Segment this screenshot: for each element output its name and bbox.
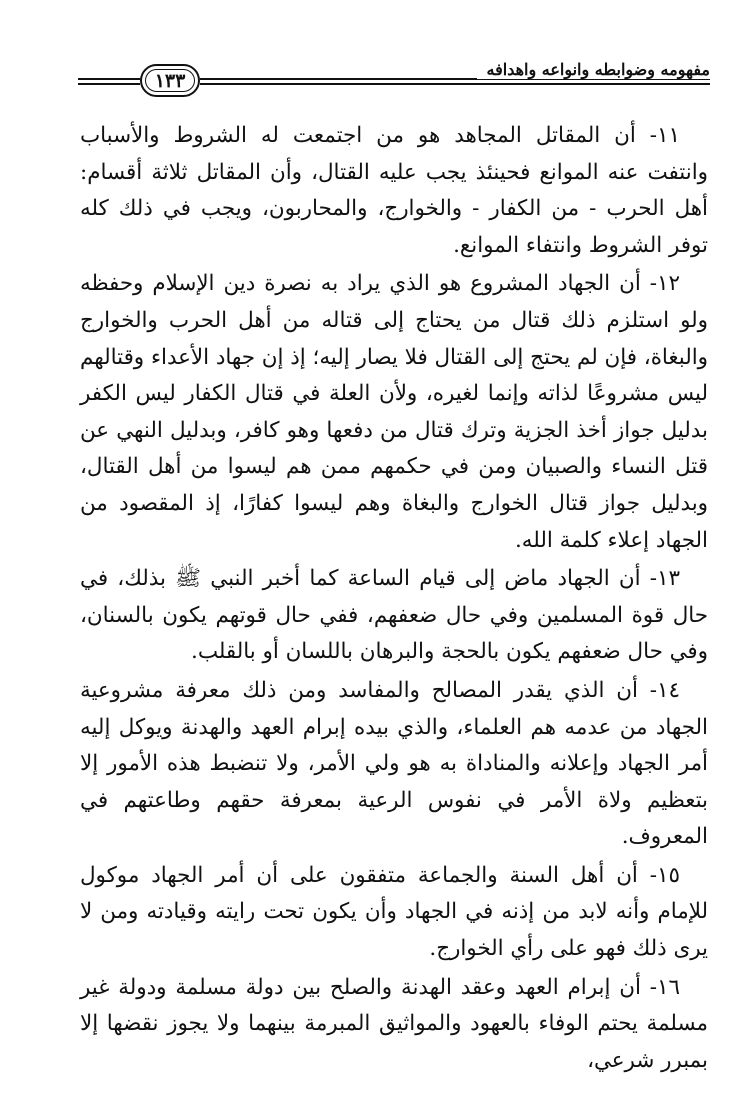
header-rule bbox=[78, 83, 140, 85]
paragraph-16: ١٦- أن إبرام العهد وعقد الهدنة والصلح بين دولة مسلمة ودولة غير مسلمة يحتم الوفاء بالعهود والمواثيق المبرمة بينهما ولا يجوز نقضها إلا بمبرر شرعي، bbox=[80, 974, 708, 1073]
body-text bbox=[80, 118, 708, 1081]
header-rule bbox=[78, 78, 140, 80]
running-title: مفهومه وضوابطه وانواعه واهدافه bbox=[477, 60, 710, 79]
page-number: ١٣٣ bbox=[154, 69, 186, 92]
paragraph-13: ١٣- أن الجهاد ماض إلى قيام الساعة كما أخبر النبي ﷺ بذلك، في حال قوة المسلمين وفي حال ضعفهم، ففي حال قوتهم يكون بالسنان، وفي حال ضعفهم يكون بالحجة والبرهان باللسان أو بالقلب. bbox=[80, 566, 708, 665]
header-rule bbox=[200, 83, 710, 85]
paragraph-14: ١٤- أن الذي يقدر المصالح والمفاسد ومن ذلك معرفة مشروعية الجهاد من عدمه هم العلماء، والذي بيده إبرام العهد والهدنة ويوكل إليه أمر الجهاد وإعلانه والمناداة به هو ولي الأمر، ولا تنضبط هذه الأمور إلا بتعظيم ولاة الأمر في نفوس الرعية بمعرفة حقهم وطاعتهم في المعروف. bbox=[80, 677, 708, 850]
running-header bbox=[78, 58, 710, 104]
page-number-badge bbox=[140, 64, 200, 97]
paragraph-12: ١٢- أن الجهاد المشروع هو الذي يراد به نصرة دين الإسلام وحفظه ولو استلزم ذلك قتال من يحتاج إلى قتاله من أهل الحرب والخوارج والبغاة، فإن لم يحتج إلى القتال فلا يصار إليه؛ إذ إن جهاد الأعداء وقتالهم ليس مشروعًا لذاته وإنما لغيره، ولأن العلة في قتال الكفار ليس الكفر بدليل جواز أخذ الجزية وترك قتال من دفعها وهو كافر، وبدليل النهي عن قتل النساء والصبيان ومن في حكمهم ممن هم ليسوا من أهل القتال، وبدليل جواز قتال الخوارج والبغاة وهم ليسوا كفارًا، إذ المقصود من الجهاد إعلاء كلمة الله. bbox=[80, 271, 708, 553]
paragraph-11: ١١- أن المقاتل المجاهد هو من اجتمعت له الشروط والأسباب وانتفت عنه الموانع فحينئذ يجب عليه القتال، وأن المقاتل ثلاثة أقسام: أهل الحرب - من الكفار - والخوارج، والمحاربون، ويجب في ذلك كله توفر الشروط وانتفاء الموانع. bbox=[80, 123, 708, 258]
paragraph-15: ١٥- أن أهل السنة والجماعة متفقون على أن أمر الجهاد موكول للإمام وأنه لابد من إذنه في الجهاد وأن يكون تحت رايته وقيادته ومن لا يرى ذلك فهو على رأي الخوارج. bbox=[80, 862, 708, 962]
